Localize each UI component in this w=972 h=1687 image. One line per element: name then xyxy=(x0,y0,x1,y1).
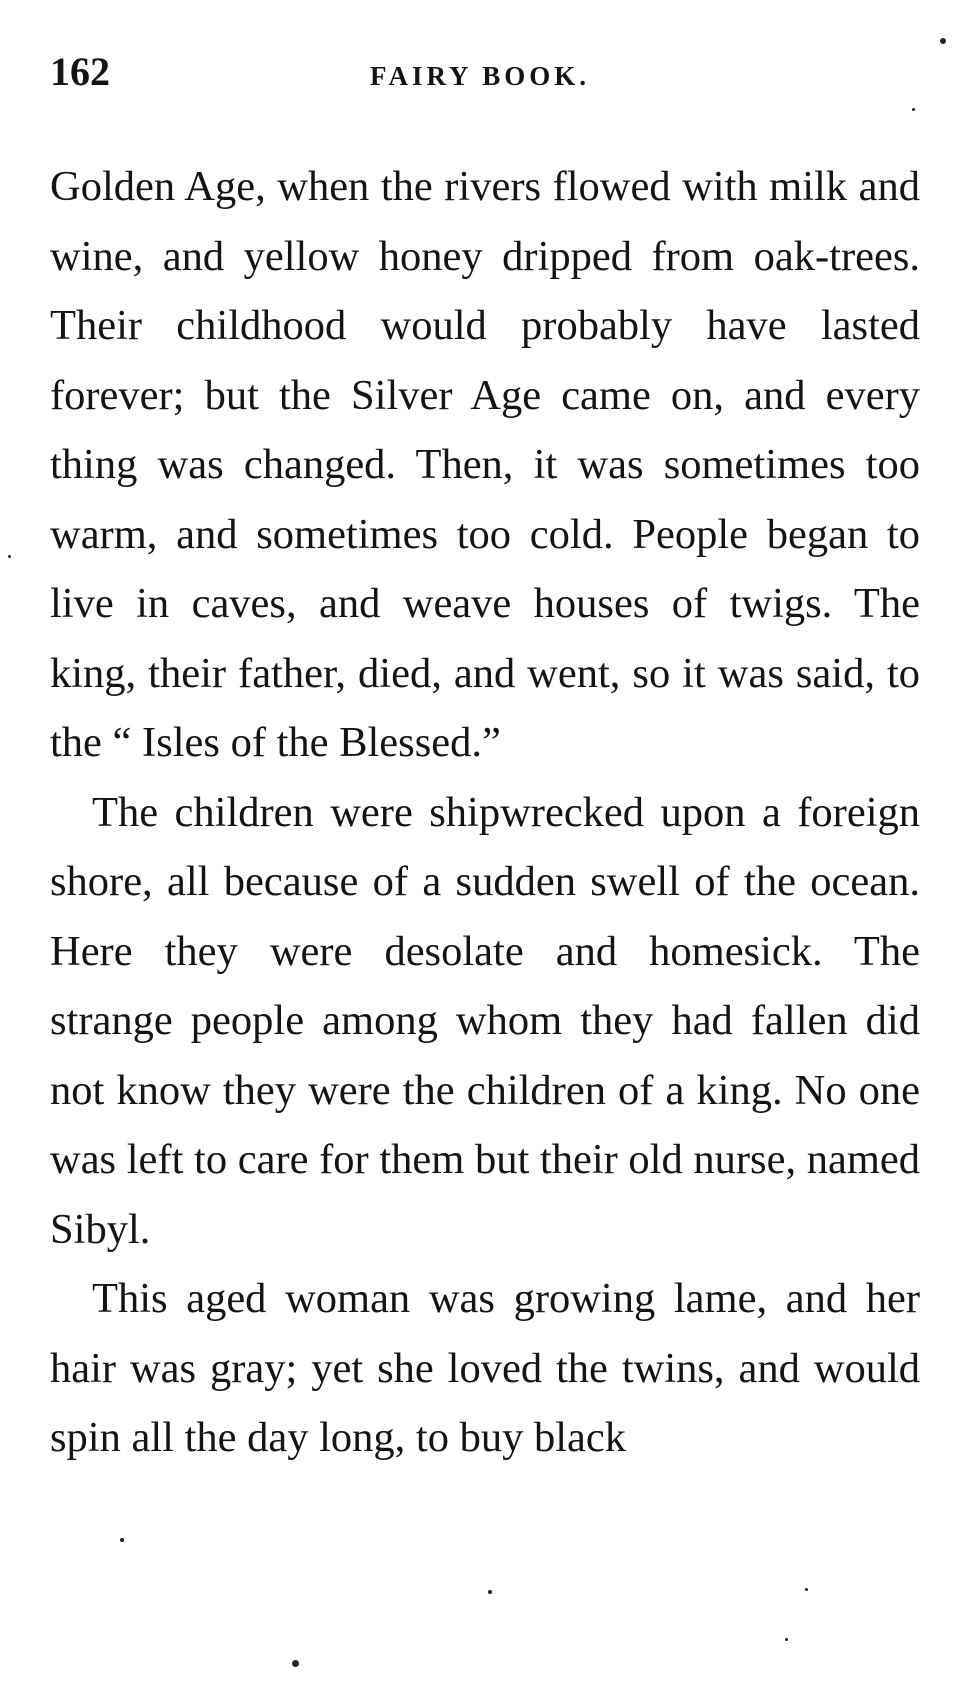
page-number: 162 xyxy=(50,49,110,94)
scan-speck xyxy=(292,1660,299,1667)
scan-speck xyxy=(805,1588,808,1591)
paragraph-1: Golden Age, when the rivers flowed with milk and wine, and yellow honey dripped from oak-trees. Their childhood would probably have lasted forever; but the Silver Age came on, and every thing was changed. Then, it was sometimes too warm, and sometimes too cold. People began to live in caves, and weave houses of twigs. The king, their father, died, and went, so it was said, to the “ Isles of the Blessed.” xyxy=(50,163,920,766)
scan-speck xyxy=(120,1538,124,1542)
scan-speck xyxy=(785,1638,788,1641)
scan-speck xyxy=(8,555,11,558)
paragraph-2: The children were shipwrecked upon a foreign shore, all because of a sudden swell of the ocean. Here they were desolate and homesick. The strange people among whom they had fallen did not know they were the children of a king. No one was left to care for them but their old nurse, named Sibyl. xyxy=(50,788,920,1253)
body-text xyxy=(50,152,920,1473)
scan-speck xyxy=(912,108,915,111)
running-title: FAIRY BOOK. xyxy=(370,61,591,91)
paragraph-3: This aged woman was growing lame, and her hair was gray; yet she loved the twins, and would spin all the day long, to buy black xyxy=(50,1275,920,1461)
scan-speck xyxy=(488,1590,492,1594)
page-header xyxy=(50,40,920,100)
scan-speck xyxy=(940,38,946,44)
